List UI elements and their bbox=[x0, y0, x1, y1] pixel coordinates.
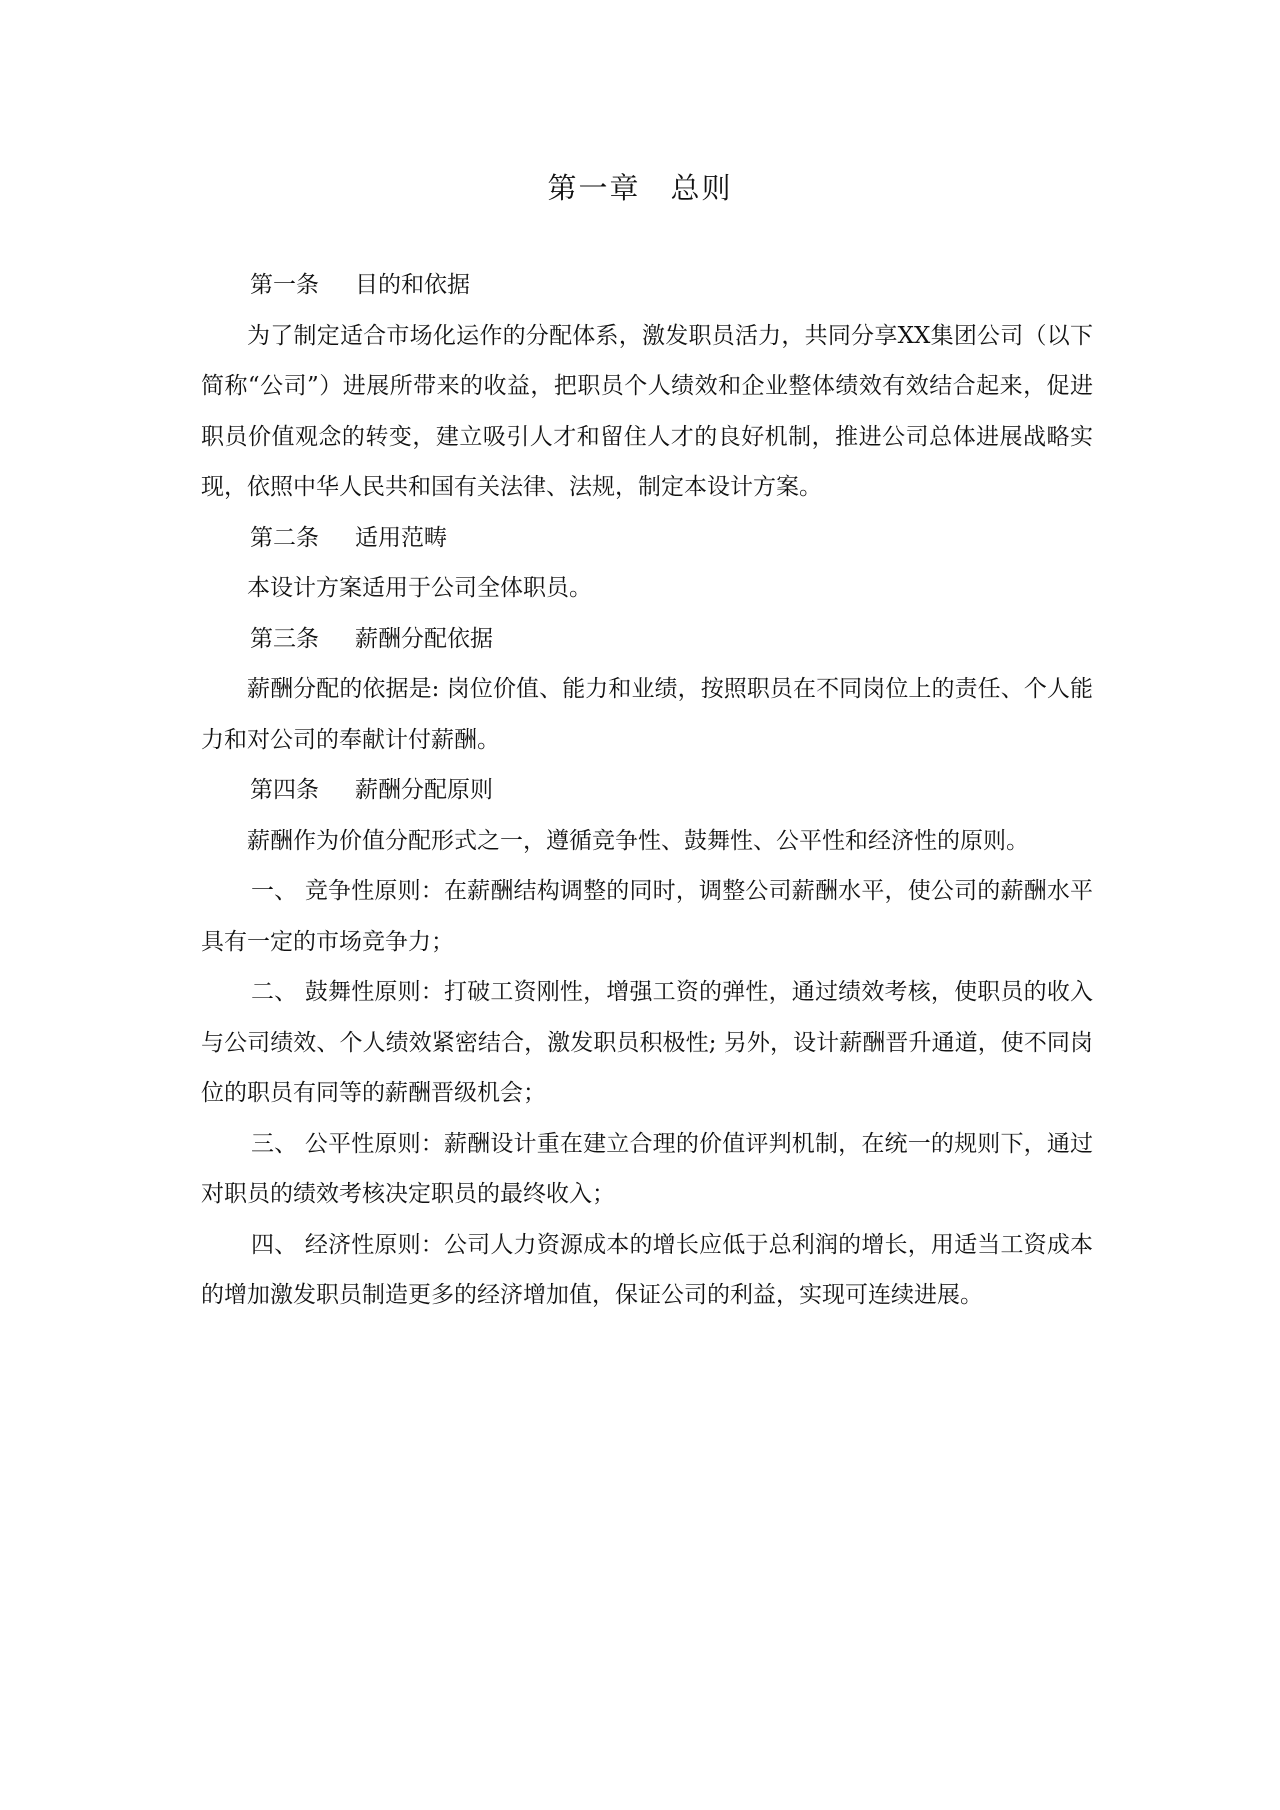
article-heading bbox=[201, 765, 1093, 816]
article-title: 目的和依据 bbox=[355, 272, 470, 298]
article-number: 第二条 bbox=[250, 524, 319, 551]
principle-item bbox=[201, 866, 1093, 967]
principle-label: 四、 bbox=[251, 1231, 298, 1258]
article-paragraph: 薪酬作为价值分配形式之一，遵循竞争性、鼓舞性、公平性和经济性的原则。 bbox=[247, 827, 1029, 854]
article-paragraph: 为了制定适合市场化运作的分配体系，激发职员活力，共同分享XX集团公司（以下简称“公司”）进展所带来的收益，把职员个人绩效和企业整体绩效有效结合起来，促进职员价值观念的转变，建立吸引人才和留住人才的良好机制，推进公司总体进展战略实现，依照中华人民共和国有关法律、法规，制定本设计方案。 bbox=[201, 322, 1093, 500]
article-number: 第三条 bbox=[250, 625, 319, 652]
principle-text: 公平性原则：薪酬设计重在建立合理的价值评判机制，在统一的规则下，通过对职员的绩效考核决定职员的最终收入； bbox=[201, 1130, 1094, 1207]
principle-text: 经济性原则：公司人力资源成本的增长应低于总利润的增长，用适当工资成本的增加激发职员制造更多的经济增加值，保证公司的利益，实现可连续进展。 bbox=[201, 1231, 1094, 1308]
principle-label: 二、 bbox=[251, 979, 298, 1005]
chapter-name: 总则 bbox=[670, 171, 733, 205]
principle-text: 鼓舞性原则：打破工资刚性，增强工资的弹性，通过绩效考核，使职员的收入与公司绩效、个人绩效紧密结合，激发职员积极性; 另外，设计薪酬晋升通道，使不同岗位的职员有同等的薪酬晋级机会； bbox=[201, 979, 1094, 1106]
principle-item bbox=[201, 1119, 1093, 1220]
principle-text: 竞争性原则：在薪酬结构调整的同时，调整公司薪酬水平，使公司的薪酬水平具有一定的市场竞争力； bbox=[201, 878, 1094, 955]
article-heading bbox=[201, 260, 1093, 311]
article-number: 第四条 bbox=[250, 777, 319, 803]
principle-label: 三、 bbox=[251, 1130, 298, 1157]
article-title: 薪酬分配原则 bbox=[355, 777, 493, 803]
chapter-title bbox=[0, 168, 1280, 208]
article-number: 第一条 bbox=[250, 272, 319, 298]
article-paragraph: 薪酬分配的依据是: 岗位价值、能力和业绩，按照职员在不同岗位上的责任、个人能力和对公司的奉献计付薪酬。 bbox=[201, 676, 1093, 753]
principle-item bbox=[201, 967, 1093, 1119]
article-heading bbox=[201, 513, 1093, 564]
chapter-number: 第一章 bbox=[547, 171, 641, 205]
article-title: 薪酬分配依据 bbox=[355, 625, 493, 652]
article-heading bbox=[201, 614, 1093, 665]
document-body bbox=[201, 260, 1093, 1321]
article-paragraph: 本设计方案适用于公司全体职员。 bbox=[247, 575, 592, 601]
principle-label: 一、 bbox=[251, 878, 298, 904]
article-title: 适用范畴 bbox=[355, 524, 447, 551]
principle-item bbox=[201, 1220, 1093, 1321]
